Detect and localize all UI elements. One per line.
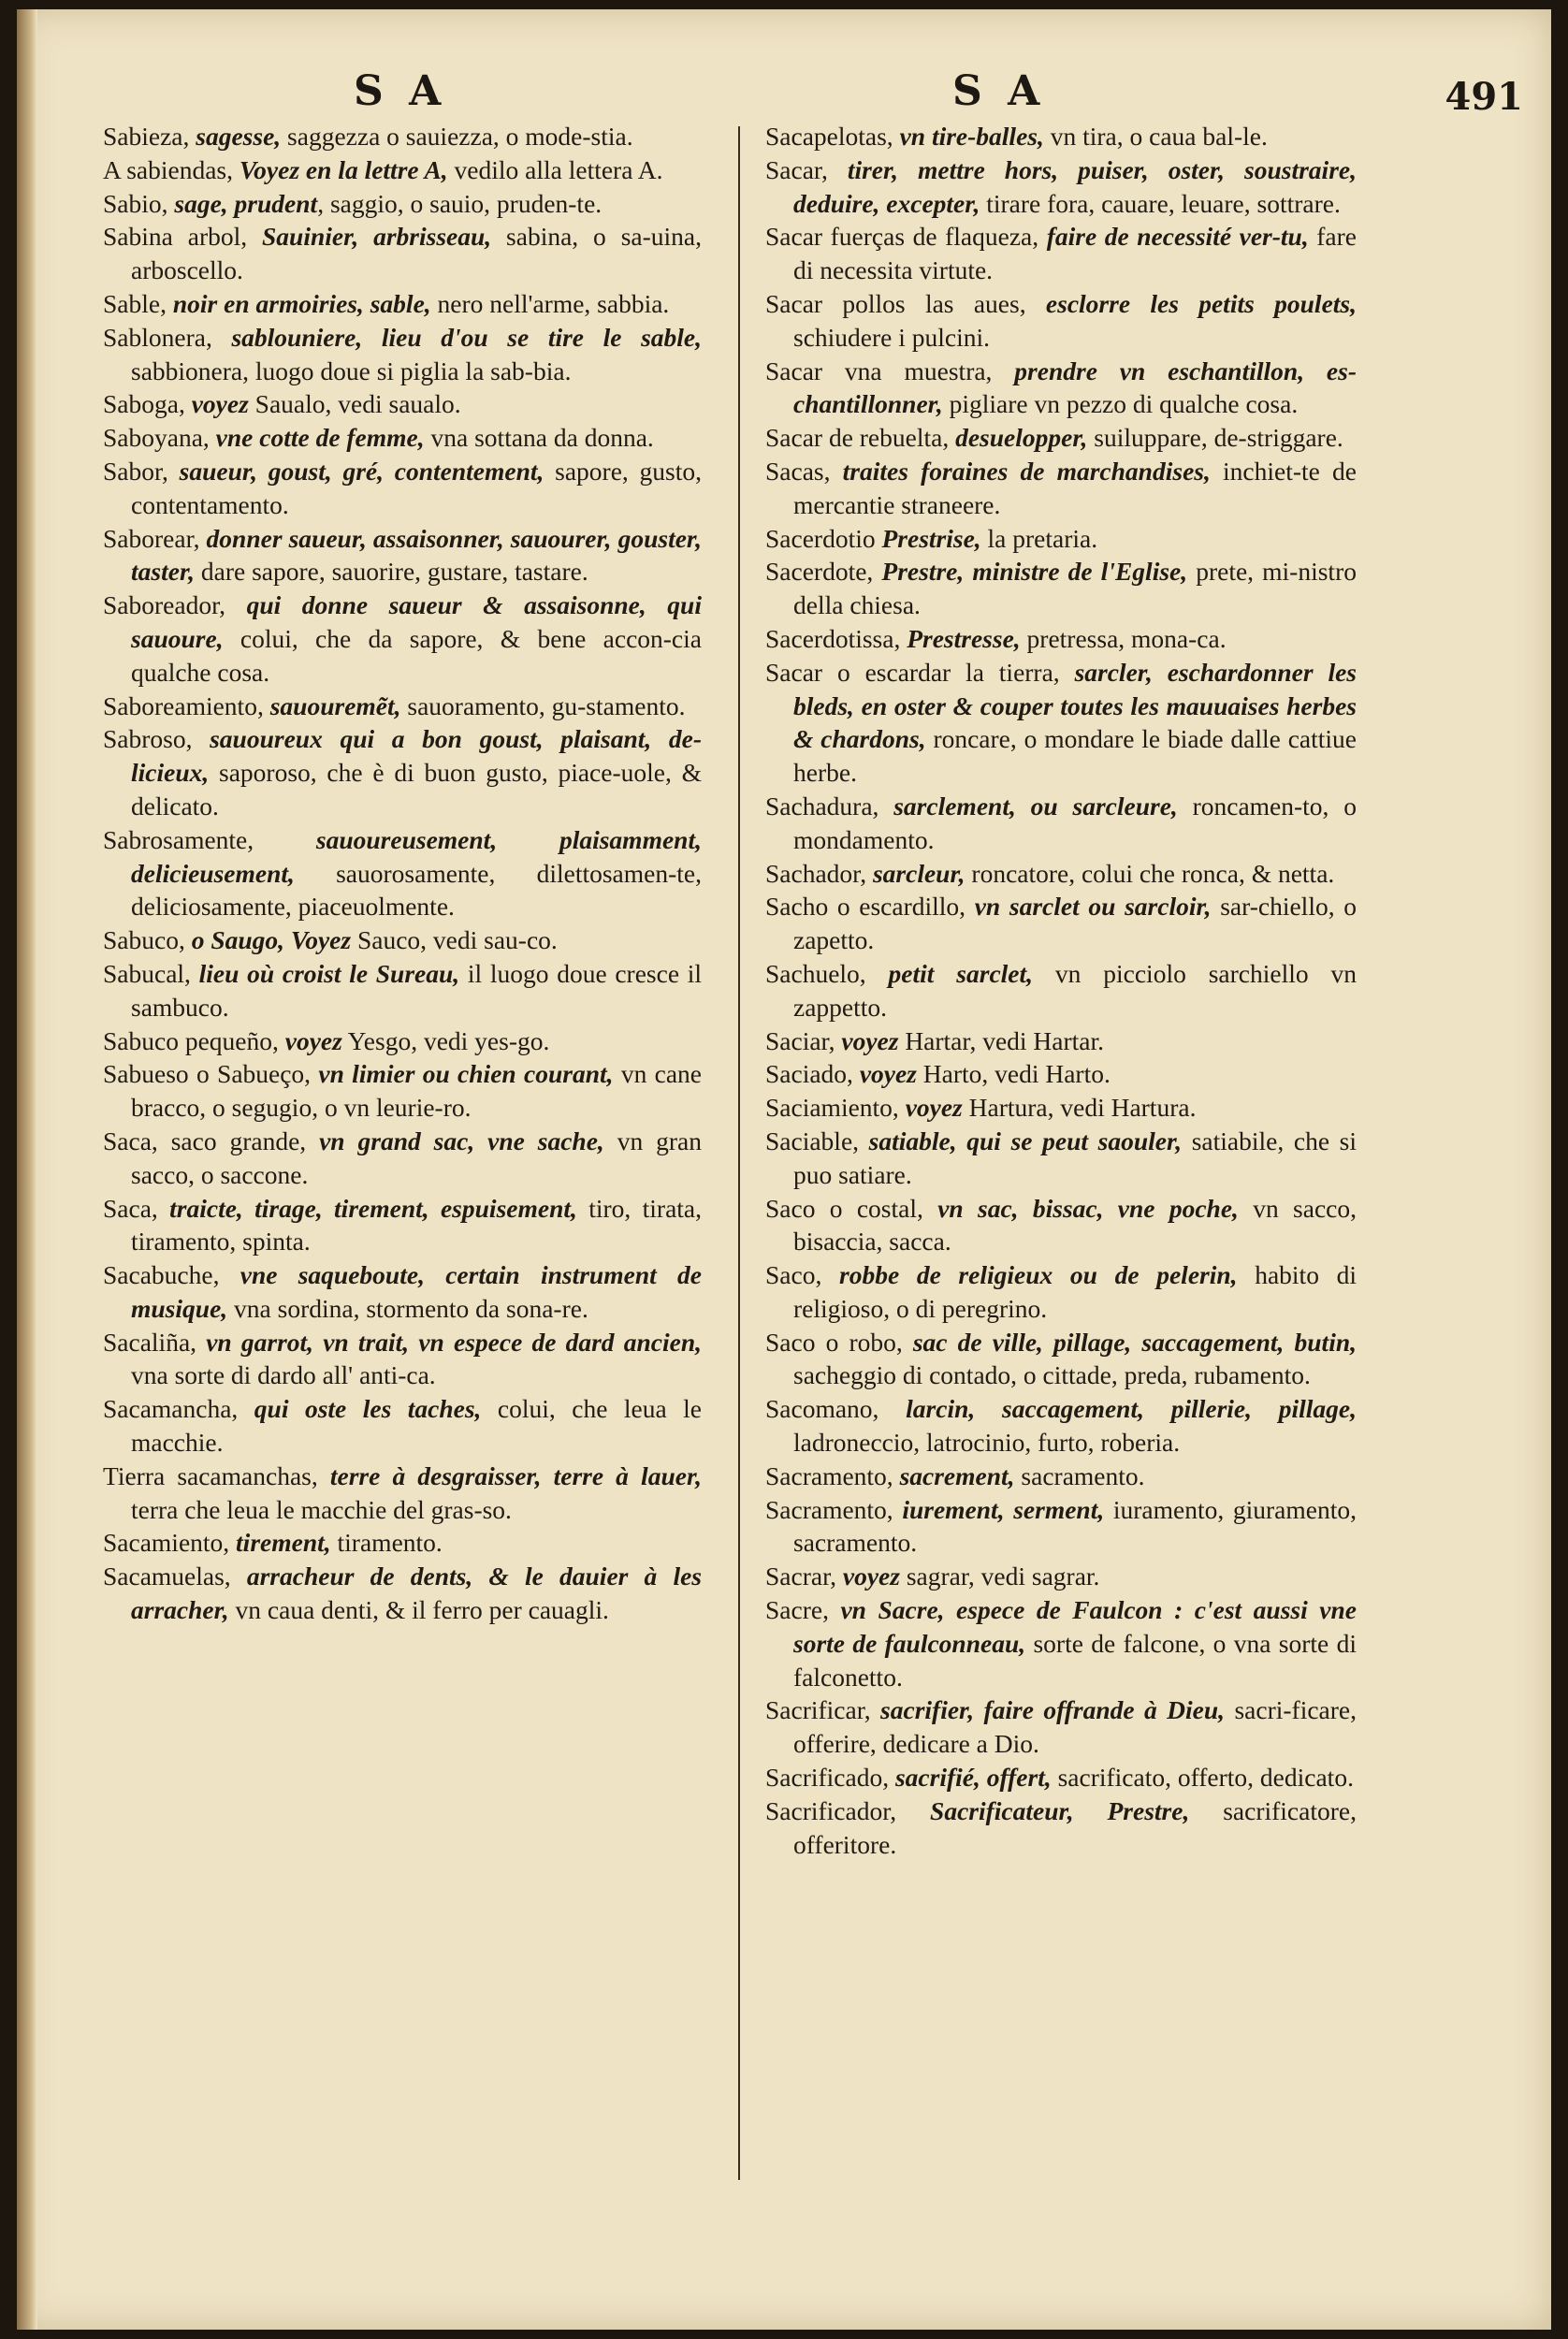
entry-french: voyez bbox=[191, 389, 249, 419]
entry-italian: sacheggio di contado, o cittade, preda, rubamento. bbox=[793, 1360, 1311, 1390]
entry-italian: roncare, o mondare le biade dalle cattiue herbe. bbox=[793, 724, 1357, 788]
entry-italian: saporoso, che è di buon gusto, piace-uole, & delicato. bbox=[131, 758, 702, 821]
entry-spanish: Sachuelo, bbox=[765, 958, 889, 988]
dictionary-entry bbox=[103, 1024, 702, 1058]
entry-italian: roncatore, colui che ronca, & netta. bbox=[965, 858, 1335, 888]
entry-italian: sauorosamente, dilettosamen-te, deliciosamente, piaceuolmente. bbox=[131, 858, 702, 922]
entry-french: petit sarclet, bbox=[888, 958, 1034, 988]
entry-italian: sacri-ficare, offerire, dedicare a Dio. bbox=[793, 1695, 1357, 1759]
entry-spanish: Sabucal, bbox=[103, 958, 199, 988]
entry-french: lieu où croist le Sureau, bbox=[198, 958, 460, 988]
left-running-head: S A bbox=[354, 67, 447, 115]
entry-french: voyez bbox=[842, 1562, 900, 1591]
entry-spanish: Sacabuche, bbox=[103, 1260, 240, 1290]
entry-spanish: Sacomano, bbox=[765, 1394, 907, 1424]
dictionary-entry bbox=[765, 1460, 1357, 1493]
entry-french: Prestrise, bbox=[881, 523, 981, 553]
entry-french: sagesse, bbox=[196, 122, 282, 151]
dictionary-entry bbox=[765, 355, 1357, 422]
entry-french: sarcler, eschardonner les bleds, en oster & couper toutes les mauuaises herbes & chardons, bbox=[793, 657, 1357, 754]
entry-french: vn grand sac, vne sache, bbox=[319, 1126, 604, 1155]
entry-italian: sabina, o sa-uina, arboscello. bbox=[131, 222, 702, 285]
dictionary-entry bbox=[765, 1794, 1357, 1862]
entry-italian: satiabile, che si puo satiare. bbox=[793, 1126, 1357, 1189]
entry-spanish: Sacar pollos las aues, bbox=[765, 288, 1046, 318]
dictionary-entry bbox=[103, 823, 702, 923]
entry-french: sarclement, ou sarcleure, bbox=[893, 791, 1178, 821]
entry-italian: sapore, gusto, contentamento. bbox=[131, 456, 702, 519]
entry-french: tirement, bbox=[236, 1528, 331, 1558]
entry-spanish: Sacramento, bbox=[765, 1494, 903, 1524]
dictionary-entry bbox=[103, 455, 702, 522]
entry-spanish: Sacho o escardillo, bbox=[765, 892, 975, 922]
entry-french: traites foraines de marchandises, bbox=[842, 456, 1211, 486]
entry-italian: Hartura, vedi Hartura. bbox=[962, 1093, 1197, 1123]
entry-italian: Sauco, vedi sau-co. bbox=[351, 925, 558, 955]
entry-italian: fare di necessita virtute. bbox=[793, 222, 1357, 285]
dictionary-entry bbox=[765, 1560, 1357, 1593]
entry-spanish: Saca, bbox=[103, 1193, 170, 1223]
entry-italian: vn picciolo sarchiello vn zappetto. bbox=[793, 958, 1357, 1022]
dictionary-entry bbox=[765, 220, 1357, 287]
entry-french: saueur, goust, gré, contentement, bbox=[179, 456, 544, 486]
entry-french: qui donne saueur & assaisonne, qui sauoure, bbox=[131, 590, 702, 653]
entry-spanish: Saboga, bbox=[103, 389, 192, 419]
entry-spanish: Sabina arbol, bbox=[103, 222, 263, 252]
dictionary-entry bbox=[103, 1057, 702, 1125]
entry-spanish: Sabueso o Sabueço, bbox=[103, 1059, 319, 1089]
entry-french: terre à desgraisser, terre à lauer, bbox=[329, 1460, 703, 1490]
entry-french: sacrifier, faire offrande à Dieu, bbox=[880, 1695, 1226, 1725]
entry-french: traicte, tirage, tirement, espuisement, bbox=[169, 1193, 577, 1223]
dictionary-entry bbox=[765, 1326, 1357, 1393]
dictionary-entry bbox=[103, 120, 702, 153]
entry-french: satiable, qui se peut saouler, bbox=[868, 1126, 1183, 1155]
dictionary-entry bbox=[765, 287, 1357, 355]
entry-italian: tiramento. bbox=[330, 1528, 443, 1558]
entry-french: vne cotte de femme, bbox=[215, 423, 425, 453]
dictionary-entry bbox=[765, 522, 1357, 556]
entry-italian: terra che leua le macchie del gras-so. bbox=[131, 1494, 512, 1524]
entry-italian: dare sapore, sauorire, gustare, tastare. bbox=[195, 557, 588, 587]
entry-italian: schiudere i pulcini. bbox=[793, 322, 991, 352]
entry-french: o Saugo, Voyez bbox=[191, 925, 352, 955]
entry-italian: ladroneccio, latrocinio, furto, roberia. bbox=[793, 1428, 1181, 1458]
entry-italian: suiluppare, de-striggare. bbox=[1087, 423, 1343, 453]
entry-spanish: Saciar, bbox=[765, 1025, 842, 1055]
dictionary-entry bbox=[103, 387, 702, 421]
entry-french: sauoureusement, plaisamment, delicieusement, bbox=[131, 824, 702, 888]
entry-french: vn limier ou chien courant, bbox=[318, 1059, 614, 1089]
dictionary-entry bbox=[765, 1125, 1357, 1192]
dictionary-entry bbox=[103, 1326, 702, 1393]
dictionary-entry bbox=[103, 421, 702, 455]
entry-french: vn garrot, vn trait, vn espece de dard ancien, bbox=[206, 1327, 702, 1357]
entry-spanish: Sacas, bbox=[765, 456, 843, 486]
entry-spanish: Sacamancha, bbox=[103, 1394, 254, 1424]
entry-french: voyez bbox=[859, 1059, 917, 1089]
entry-french: Voyez en la lettre A, bbox=[239, 154, 448, 184]
entry-french: tirer, mettre hors, puiser, oster, soustraire, deduire, excepter, bbox=[793, 154, 1357, 218]
entry-spanish: Sacar o escardar la tierra, bbox=[765, 657, 1075, 687]
entry-spanish: Saboreamiento, bbox=[103, 690, 270, 720]
entry-italian: pigliare vn pezzo di qualche cosa. bbox=[942, 389, 1299, 419]
entry-italian: vna sorte di dardo all' anti-ca. bbox=[131, 1360, 436, 1390]
entry-french: vn sac, bissac, vne poche, bbox=[937, 1193, 1239, 1223]
dictionary-entry bbox=[765, 890, 1357, 957]
entry-italian: prete, mi-nistro della chiesa. bbox=[793, 557, 1357, 620]
entry-spanish: Saciado, bbox=[765, 1059, 860, 1089]
dictionary-entry bbox=[103, 923, 702, 957]
entry-italian: sar-chiello, o zapetto. bbox=[793, 892, 1357, 955]
entry-italian: sacramento. bbox=[1014, 1460, 1145, 1490]
entry-spanish: Sabuco, bbox=[103, 925, 192, 955]
entry-spanish: Saca, saco grande, bbox=[103, 1126, 320, 1155]
entry-spanish: Tierra sacamanchas, bbox=[103, 1460, 330, 1490]
entry-french: larcin, saccagement, pillerie, pillage, bbox=[906, 1394, 1357, 1424]
entry-french: sarcleur, bbox=[872, 858, 965, 888]
dictionary-entry bbox=[103, 1125, 702, 1192]
entry-spanish: Sacerdotissa, bbox=[765, 623, 907, 653]
entry-spanish: Sabio, bbox=[103, 188, 175, 218]
entry-french: arracheur de dents, & le dauier à les arracher, bbox=[131, 1562, 702, 1625]
entry-french: robbe de religieux ou de pelerin, bbox=[839, 1260, 1238, 1290]
entry-italian: sauoramento, gu-stamento. bbox=[400, 690, 686, 720]
entry-spanish: Sacar, bbox=[765, 154, 848, 184]
dictionary-entry bbox=[765, 656, 1357, 790]
dictionary-entry bbox=[765, 622, 1357, 656]
dictionary-entry bbox=[765, 1024, 1357, 1058]
entry-italian: vn sacco, bisaccia, sacca. bbox=[793, 1193, 1357, 1257]
right-running-head: S A bbox=[952, 67, 1046, 115]
dictionary-entry bbox=[103, 153, 702, 187]
entry-spanish: Saboyana, bbox=[103, 423, 216, 453]
dictionary-entry bbox=[103, 187, 702, 221]
entry-spanish: Sacamiento, bbox=[103, 1528, 237, 1558]
entry-french: sablouniere, lieu d'ou se tire le sable, bbox=[231, 322, 702, 352]
entry-italian: vn gran sacco, o saccone. bbox=[131, 1126, 702, 1189]
entry-french: vn tire-balles, bbox=[899, 122, 1044, 151]
entry-spanish: Sacamuelas, bbox=[103, 1562, 247, 1591]
dictionary-entry bbox=[765, 1091, 1357, 1125]
entry-italian: il luogo doue cresce il sambuco. bbox=[131, 958, 703, 1022]
entry-spanish: Sachador, bbox=[765, 858, 873, 888]
dictionary-entry bbox=[765, 555, 1357, 622]
dictionary-entry bbox=[765, 790, 1357, 857]
entry-spanish: A sabiendas, bbox=[103, 154, 240, 184]
entry-french: desuelopper, bbox=[955, 423, 1088, 453]
entry-spanish: Sabieza, bbox=[103, 122, 196, 151]
dictionary-entry bbox=[765, 153, 1357, 221]
dictionary-entry bbox=[103, 722, 702, 822]
entry-french: voyez bbox=[284, 1025, 342, 1055]
entry-french: iurement, serment, bbox=[902, 1494, 1105, 1524]
entry-italian: Saualo, vedi saualo. bbox=[248, 389, 461, 419]
dictionary-entry bbox=[103, 522, 702, 589]
dictionary-entry bbox=[765, 1057, 1357, 1091]
entry-french: noir en armoiries, sable, bbox=[172, 288, 431, 318]
entry-spanish: Saco, bbox=[765, 1260, 839, 1290]
entry-spanish: Sabrosamente, bbox=[103, 824, 316, 854]
entry-italian: , saggio, o sauio, pruden-te. bbox=[317, 188, 603, 218]
left-column bbox=[103, 120, 702, 1627]
dictionary-entry bbox=[765, 1258, 1357, 1326]
dictionary-entry bbox=[765, 957, 1357, 1024]
entry-french: Prestresse, bbox=[907, 623, 1021, 653]
dictionary-entry bbox=[765, 421, 1357, 455]
dictionary-entry bbox=[765, 1693, 1357, 1761]
entry-french: qui oste les taches, bbox=[254, 1394, 482, 1424]
dictionary-entry bbox=[765, 1761, 1357, 1794]
dictionary-entry bbox=[765, 1392, 1357, 1460]
page-number: 491 bbox=[1445, 75, 1523, 119]
entry-italian: sacrificatore, offeritore. bbox=[793, 1795, 1357, 1859]
entry-spanish: Saciamiento, bbox=[765, 1093, 906, 1123]
dictionary-entry bbox=[103, 690, 702, 723]
dictionary-entry bbox=[765, 455, 1357, 522]
entry-french: sacrifié, offert, bbox=[894, 1763, 1052, 1793]
entry-italian: pretressa, mona-ca. bbox=[1020, 623, 1227, 653]
entry-spanish: Sacerdote, bbox=[765, 557, 882, 587]
entry-italian: saggezza o sauiezza, o mode-stia. bbox=[281, 122, 633, 151]
entry-italian: sagrar, vedi sagrar. bbox=[899, 1562, 1100, 1591]
column-divider bbox=[738, 126, 740, 2180]
dictionary-entry bbox=[103, 957, 702, 1024]
entry-italian: vna sordina, stormento da sona-re. bbox=[227, 1293, 588, 1323]
entry-italian: vn cane bracco, o segugio, o vn leurie-ro. bbox=[131, 1059, 702, 1123]
dictionary-entry bbox=[103, 1258, 702, 1326]
entry-french: faire de necessité ver-tu, bbox=[1046, 222, 1309, 252]
entry-spanish: Sacar fuerças de flaqueza, bbox=[765, 222, 1047, 252]
entry-french: sac de ville, pillage, saccagement, butin, bbox=[912, 1327, 1357, 1357]
entry-italian: inchiet-te de mercantie straneere. bbox=[793, 456, 1357, 519]
entry-spanish: Sacrificado, bbox=[765, 1763, 895, 1793]
entry-spanish: Saciable, bbox=[765, 1126, 869, 1155]
entry-italian: la pretaria. bbox=[980, 523, 1098, 553]
entry-french: vn Sacre, espece de Faulcon : c'est aussi vne sorte de faulconneau, bbox=[793, 1595, 1357, 1658]
dictionary-entry bbox=[765, 1493, 1357, 1561]
entry-spanish: Sacar vna muestra, bbox=[765, 356, 1015, 385]
dictionary-entry bbox=[765, 1192, 1357, 1259]
entry-italian: sacrificato, offerto, dedicato. bbox=[1051, 1763, 1354, 1793]
entry-french: Prestre, ministre de l'Eglise, bbox=[881, 557, 1188, 587]
entry-italian: vedilo alla lettera A. bbox=[447, 154, 663, 184]
dictionary-entry bbox=[765, 120, 1357, 153]
entry-spanish: Sable, bbox=[103, 288, 173, 318]
dictionary-entry bbox=[103, 1192, 702, 1259]
entry-spanish: Sacrar, bbox=[765, 1562, 843, 1591]
entry-french: esclorre les petits poulets, bbox=[1045, 288, 1357, 318]
entry-spanish: Sacre, bbox=[765, 1595, 841, 1625]
entry-spanish: Sabroso, bbox=[103, 724, 211, 754]
entry-french: Sauinier, arbrisseau, bbox=[262, 222, 492, 252]
entry-italian: Harto, vedi Harto. bbox=[916, 1059, 1111, 1089]
entry-spanish: Sacaliña, bbox=[103, 1327, 207, 1357]
entry-french: sage, prudent bbox=[174, 188, 318, 218]
entry-spanish: Saco o robo, bbox=[765, 1327, 913, 1357]
entry-spanish: Sacrificar, bbox=[765, 1695, 881, 1725]
entry-italian: tiro, tirata, tiramento, spinta. bbox=[131, 1193, 702, 1257]
dictionary-entry bbox=[103, 1460, 702, 1527]
entry-french: vne saqueboute, certain instrument de musique, bbox=[131, 1260, 702, 1323]
page-binding-shadow bbox=[17, 9, 37, 2330]
entry-italian: colui, che da sapore, & bene accon-cia qualche cosa. bbox=[131, 623, 702, 687]
entry-italian: tirare fora, cauare, leuare, sottrare. bbox=[980, 188, 1341, 218]
entry-spanish: Sachadura, bbox=[765, 791, 894, 821]
entry-italian: vn tira, o caua bal-le. bbox=[1043, 122, 1268, 151]
entry-spanish: Sacapelotas, bbox=[765, 122, 900, 151]
entry-spanish: Sabor, bbox=[103, 456, 180, 486]
entry-french: Sacrificateur, Prestre, bbox=[930, 1795, 1190, 1825]
entry-french: sauouremẽt, bbox=[269, 690, 401, 720]
entry-italian: roncamen-to, o mondamento. bbox=[793, 791, 1357, 854]
entry-spanish: Sablonera, bbox=[103, 322, 232, 352]
entry-italian: Yesgo, vedi yes-go. bbox=[341, 1025, 550, 1055]
entry-spanish: Sacrificador, bbox=[765, 1795, 931, 1825]
entry-spanish: Sacramento, bbox=[765, 1460, 900, 1490]
entry-spanish: Saco o costal, bbox=[765, 1193, 938, 1223]
dictionary-entry bbox=[103, 1392, 702, 1460]
entry-french: sacrement, bbox=[899, 1460, 1015, 1490]
dictionary-entry bbox=[103, 1560, 702, 1627]
entry-french: sauoureux qui a bon goust, plaisant, de-licieux, bbox=[131, 724, 702, 788]
entry-spanish: Sacar de rebuelta, bbox=[765, 423, 956, 453]
dictionary-entry bbox=[103, 321, 702, 388]
entry-spanish: Saborear, bbox=[103, 523, 207, 553]
entry-french: voyez bbox=[905, 1093, 963, 1123]
entry-french: vn sarclet ou sarcloir, bbox=[974, 892, 1212, 922]
entry-italian: vna sottana da donna. bbox=[424, 423, 654, 453]
entry-french: donner saueur, assaisonner, sauourer, gouster, taster, bbox=[131, 523, 702, 587]
entry-italian: vn caua denti, & il ferro per cauagli. bbox=[228, 1595, 609, 1625]
entry-italian: sorte de falcone, o vna sorte di falconetto. bbox=[793, 1628, 1357, 1692]
entry-french: voyez bbox=[841, 1025, 899, 1055]
entry-italian: habito di religioso, o di peregrino. bbox=[793, 1260, 1357, 1323]
entry-spanish: Sabuco pequeño, bbox=[103, 1025, 285, 1055]
entry-italian: sabbionera, luogo doue si piglia la sab-bia. bbox=[131, 356, 572, 385]
entry-italian: Hartar, vedi Hartar. bbox=[898, 1025, 1104, 1055]
dictionary-entry bbox=[765, 1593, 1357, 1693]
entry-italian: colui, che leua le macchie. bbox=[131, 1394, 702, 1458]
entry-french: prendre vn eschantillon, es-chantillonner, bbox=[793, 356, 1357, 419]
dictionary-entry bbox=[103, 1526, 702, 1560]
right-column bbox=[765, 120, 1357, 1861]
entry-spanish: Saboreador, bbox=[103, 590, 247, 620]
entry-italian: nero nell'arme, sabbia. bbox=[430, 288, 670, 318]
book-page bbox=[17, 9, 1551, 2330]
entry-italian: iuramento, giuramento, sacramento. bbox=[793, 1494, 1357, 1558]
dictionary-entry bbox=[103, 287, 702, 321]
dictionary-entry bbox=[103, 220, 702, 287]
dictionary-entry bbox=[103, 588, 702, 689]
entry-spanish: Sacerdotio bbox=[765, 523, 882, 553]
dictionary-entry bbox=[765, 857, 1357, 891]
